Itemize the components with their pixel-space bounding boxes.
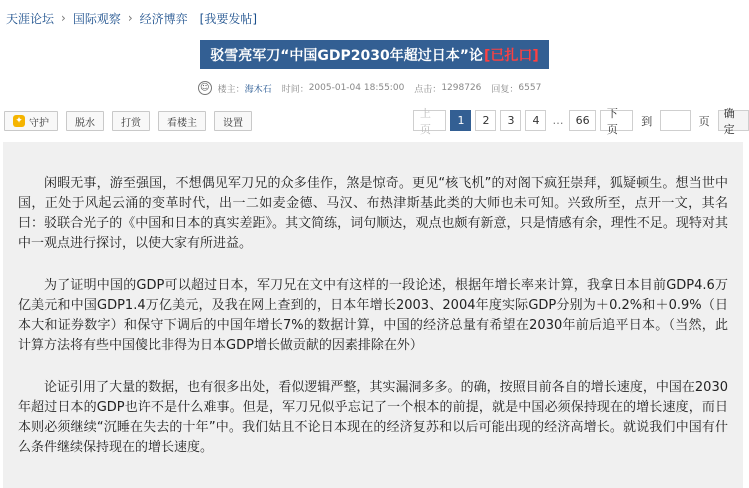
click-count: 1298726 [441,83,482,93]
goto-confirm-button[interactable]: 确定 [718,110,749,131]
pagination-ellipsis: … [552,114,564,127]
pagination [413,106,749,136]
author-link[interactable]: 海木石 [244,84,272,95]
breadcrumb-separator: › [61,11,66,25]
author-label: 楼主： [217,84,245,95]
breadcrumb [6,8,257,28]
page-title-text: 驳雪亮军刀“中国GDP2030年超过日本”论 [210,47,483,64]
post-paragraph: 为了证明中国的GDP可以超过日本，军刀兄在文中有这样的一段论述，根据年增长率来计算，我拿日本目前GDP4.6万亿美元和中国GDP1.4万亿美元，及我在网上查到的，日本年增长2003、2004年度实际GDP分别为＋0.2%和＋0.9%（日本大和证券数字）和保守下调后的中国年增长7%的数据计算，中国的经济总量有希望在2030年前后追平日本。（当然，此计算方法将有些中国傻比非得为日本GDP增长做贡献的因素排除在外） [18,278,728,353]
page-button-2[interactable]: 2 [475,110,496,131]
smile-icon: ☺ [198,81,212,95]
time-label: 时间： [281,84,309,95]
post-meta [0,81,749,95]
page-button-3[interactable]: 3 [500,110,521,131]
guard-button[interactable] [4,111,58,131]
guard-button-label: 守护 [29,117,49,129]
page-unit-label: 页 [698,114,710,128]
replies-label: 回复： [491,84,519,95]
breadcrumb-tianya-forum[interactable]: 天涯论坛 [6,11,55,26]
post-toolbar [4,111,252,131]
settings-button[interactable]: 设置 [214,111,252,131]
post-paragraph: 闲暇无事，游至强国，不想偶见军刀兄的众多佳作，煞是惊奇。更见“核飞机”的对阁下疯狂崇拜，狐疑顿生。想当世中国，正处于风起云涌的变革时代，出一二如麦金德、马汉、布热津斯基此类的大师也未可知。兴致所至，点开一文，其名曰：驳联合光子的《中国和日本的真实差距》。其文简练，词句顺达，观点也颇有新意，只是情感有余，理性不足。现特对其中一观点进行探讨，以使大家有所进益。 [18,176,728,251]
page-button-4[interactable]: 4 [525,110,546,131]
post-time: 2005-01-04 18:55:00 [308,83,405,93]
dehydrate-button[interactable]: 脱水 [66,111,104,131]
new-post-link[interactable]: [我要发帖] [199,11,258,26]
locked-stamp: [已扎口] [483,47,539,64]
prev-page-button[interactable]: 上页 [413,110,446,131]
goto-label: 到 [641,114,653,128]
title-bar [0,40,749,69]
post-body [3,142,743,488]
breadcrumb-separator: › [127,11,133,25]
last-page-button[interactable]: 66 [569,110,595,131]
reply-count: 6557 [518,83,542,93]
post-paragraph: 论证引用了大量的数据，也有很多出处，看似逻辑严整，其实漏洞多多。的确，按照目前各自的增长速度，中国在2030年超过日本的GDP也许不是什么难事。但是，军刀兄似乎忘记了一个根本的前提，就是中国必须保持现在的增长速度，而日本则必须继续“沉睡在失去的十年”中。我们姑且不论日本现在的经济复苏和以后可能出现的经济高增长。就说我们中国有什么条件继续保持现在的增长速度。 [18,380,728,455]
page-button-1[interactable]: 1 [450,110,471,131]
clicks-label: 点击： [414,84,442,95]
shield-icon: ✦ [13,115,25,127]
breadcrumb-international-observation[interactable]: 国际观察 [72,11,121,26]
reward-button[interactable]: 打赏 [112,111,150,131]
breadcrumb-economic-game[interactable]: 经济博弈 [139,11,188,26]
see-op-only-button[interactable]: 看楼主 [158,111,206,131]
page-number-input[interactable] [660,110,690,131]
next-page-button[interactable]: 下页 [600,110,633,131]
page-title [200,40,549,69]
